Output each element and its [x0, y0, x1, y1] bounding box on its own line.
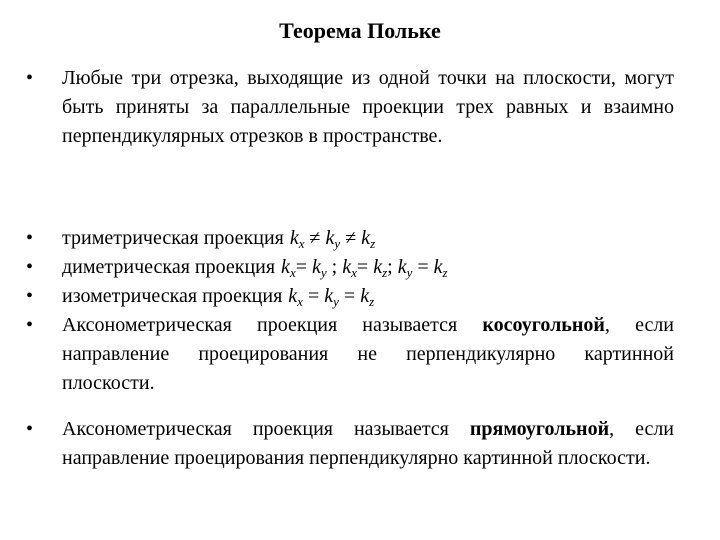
oblique-bold: косоугольной — [482, 314, 605, 336]
formula-coefficient: $k_y$ — [312, 256, 327, 280]
isometric-line — [62, 282, 674, 311]
formula-coefficient: $k_z$ — [361, 227, 376, 251]
formula-coefficient: $k_x$ — [281, 256, 296, 280]
formula-subscript: x — [351, 265, 357, 280]
isometric-formula — [288, 285, 374, 307]
dimetric-formula — [281, 256, 448, 278]
formula-subscript: z — [370, 236, 376, 251]
formula-coefficient: $k_z$ — [433, 256, 448, 280]
formula-subscript: y — [333, 294, 339, 309]
formula-operator: = — [412, 256, 434, 278]
dimetric-line — [62, 253, 674, 282]
formula-subscript: z — [382, 265, 388, 280]
rectangular-text — [62, 415, 674, 473]
formula-operator: = — [356, 256, 374, 278]
bullet-marker: • — [26, 67, 34, 89]
oblique-after: , если направление проецирования не перпендикулярно картинной плоскости. — [62, 314, 674, 394]
formula-coefficient: $k_z$ — [360, 285, 375, 309]
formula-subscript: y — [406, 265, 413, 280]
formula-operator: ≠ — [340, 227, 362, 249]
dimetric-label: диметрическая проекция — [62, 256, 276, 278]
formula-operator: = — [295, 256, 312, 278]
bullet-trimetric — [26, 224, 674, 253]
formula-coefficient: $k_x$ — [289, 227, 305, 251]
formula-subscript: z — [442, 265, 448, 280]
rectangular-bold: прямоугольной — [469, 418, 610, 440]
formula-operator: ; — [326, 256, 343, 278]
formula-coefficient: $k_y$ — [397, 256, 413, 280]
bullet-marker: • — [26, 285, 34, 307]
formula-subscript: x — [297, 294, 303, 309]
formula-operator: = — [302, 285, 325, 307]
formula-subscript: y — [334, 236, 341, 251]
formula-coefficient: $k_y$ — [325, 227, 341, 251]
formula-coefficient: $k_z$ — [373, 256, 388, 280]
formula-operator: ≠ — [304, 227, 326, 249]
rectangular-after: , если направление проецирования перпендикулярно картинной плоскости. — [62, 418, 674, 469]
bullet-dimetric — [26, 253, 674, 282]
trimetric-line — [62, 224, 674, 253]
formula-subscript: z — [369, 294, 375, 309]
bullet-oblique — [26, 311, 674, 398]
trimetric-formula — [290, 227, 375, 249]
slide-title: Теорема Польке — [279, 18, 441, 43]
bullet-marker: • — [26, 314, 34, 336]
formula-operator: = — [338, 285, 361, 307]
formula-operator: ; — [387, 256, 398, 278]
oblique-before: Аксонометрическая проекция называется — [62, 314, 483, 336]
isometric-label: изометрическая проекция — [62, 285, 283, 307]
formula-subscript: x — [289, 265, 296, 280]
formula-coefficient: $k_x$ — [342, 256, 357, 280]
oblique-text — [62, 311, 674, 398]
formula-subscript: x — [298, 236, 305, 251]
formula-coefficient: $k_y$ — [324, 285, 339, 309]
bullet-marker: • — [26, 256, 34, 278]
bullet-marker: • — [26, 227, 34, 249]
bullet-isometric — [26, 282, 674, 311]
bullet-rectangular — [26, 415, 674, 473]
bullet-intro — [26, 64, 674, 151]
intro-text: Любые три отрезка, выходящие из одной точки на плоскости, могут быть приняты за параллельные проекции трех равных и взаимно перпендикулярных отрезков в пространстве. — [62, 67, 674, 147]
trimetric-label: триметрическая проекция — [62, 227, 284, 249]
bullet-marker: • — [26, 418, 34, 440]
formula-coefficient: $k_x$ — [288, 285, 303, 309]
rectangular-before: Аксонометрическая проекция называется — [62, 418, 470, 440]
formula-subscript: y — [320, 265, 327, 280]
